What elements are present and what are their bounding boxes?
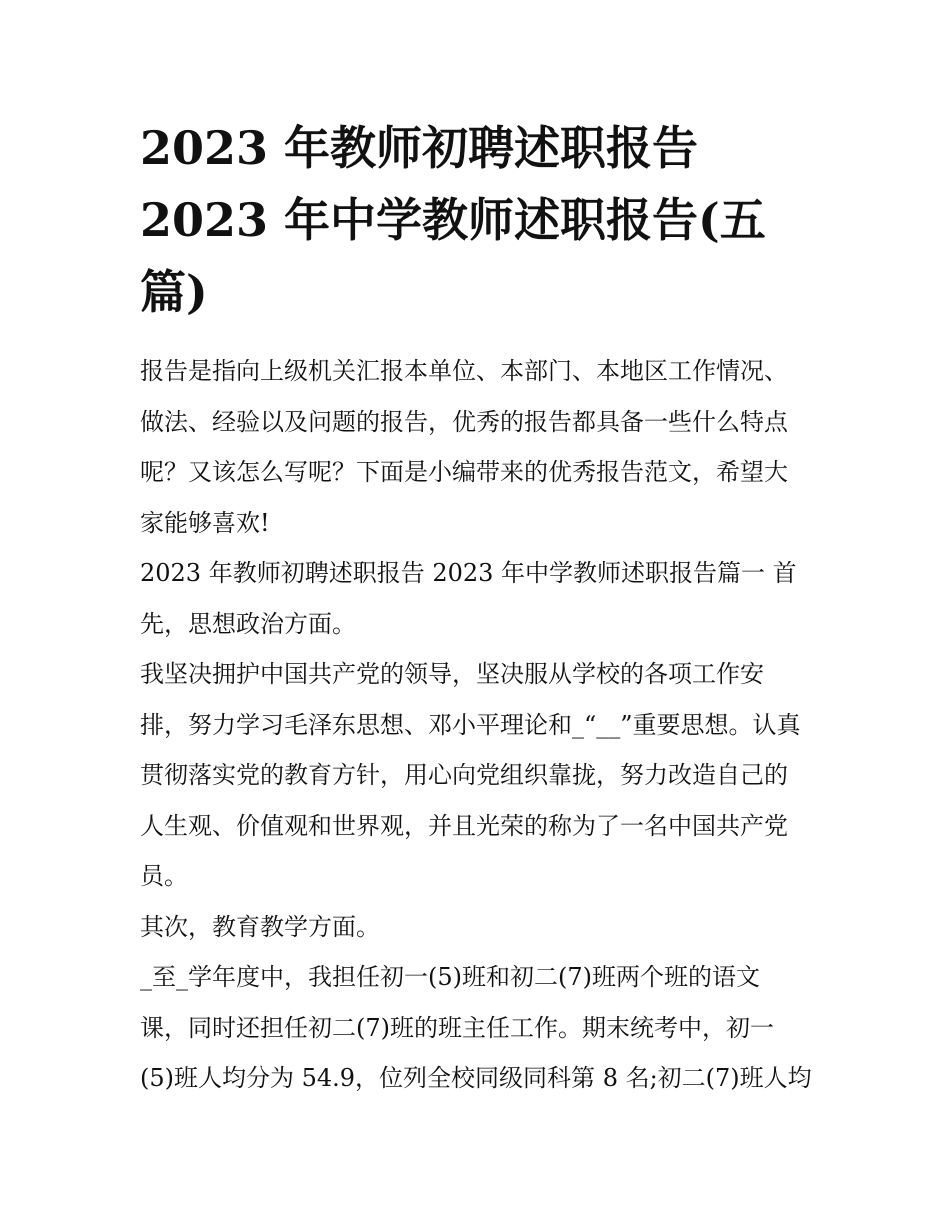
text-line: 呢？又该怎么写呢？下面是小编带来的优秀报告范文，希望大 — [140, 458, 788, 486]
title-line: 2023 年教师初聘述职报告 — [140, 121, 699, 175]
text-line: 其次，教育教学方面。 — [140, 912, 380, 941]
politics-paragraph — [140, 649, 820, 902]
text-line: (5)班人均分为 54.9，位列全校同级同科第 8 名;初二(7)班人均 — [140, 1064, 812, 1092]
section-heading-paragraph — [140, 548, 820, 649]
text-line: 报告是指向上级机关汇报本单位、本部门、本地区工作情况、 — [140, 357, 788, 385]
title-line: 篇) — [140, 265, 208, 319]
text-line: 员。 — [140, 862, 188, 890]
teaching-paragraph — [140, 952, 820, 1104]
document-page — [140, 112, 820, 1104]
text-line: 人生观、价值观和世界观，并且光荣的称为了一名中国共产党 — [140, 811, 788, 840]
text-line: 先，思想政治方面。 — [140, 609, 356, 638]
text-line: 家能够喜欢! — [140, 508, 270, 537]
document-title — [140, 112, 820, 328]
text-line: 我坚决拥护中国共产党的领导，坚决服从学校的各项工作安 — [140, 660, 764, 688]
text-line: 排，努力学习毛泽东思想、邓小平理论和_“__”重要思想。认真 — [140, 710, 801, 739]
document-body — [140, 346, 820, 1104]
intro-paragraph — [140, 346, 820, 548]
text-line: _至_学年度中，我担任初一(5)班和初二(7)班两个班的语文 — [140, 963, 760, 991]
text-line: 2023 年教师初聘述职报告 2023 年中学教师述职报告篇一 首 — [140, 559, 797, 587]
text-line: 课，同时还担任初二(7)班的班主任工作。期末统考中，初一 — [140, 1013, 774, 1042]
text-line: 做法、经验以及问题的报告，优秀的报告都具备一些什么特点 — [140, 407, 788, 436]
text-line: 贯彻落实党的教育方针，用心向党组织靠拢，努力改造自己的 — [140, 761, 788, 789]
title-line: 2023 年中学教师述职报告(五 — [140, 193, 766, 247]
teaching-heading-paragraph — [140, 902, 820, 953]
